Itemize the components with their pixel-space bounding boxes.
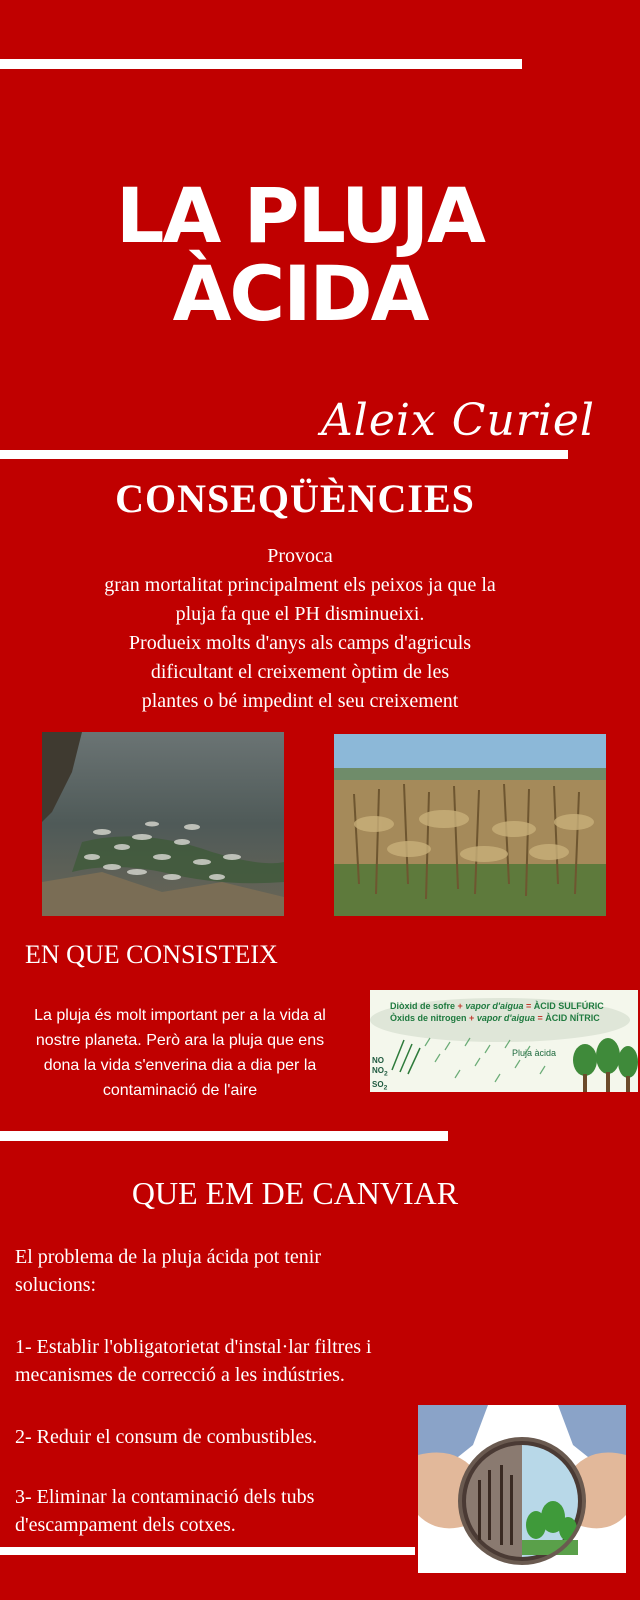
- diagram-formula-sulfuric: [390, 1000, 604, 1012]
- diagram-text: vapor d'aigua: [465, 1001, 524, 1011]
- acid-rain-diagram: [370, 990, 638, 1092]
- section-heading-change: QUE EM DE CANVIAR: [131, 1175, 459, 1211]
- consequences-line: gran mortalitat principalment els peixos ja que la: [104, 574, 496, 596]
- solutions-line: solucions:: [15, 1274, 97, 1296]
- gas-subscript: 2: [384, 1070, 388, 1078]
- consequences-line: dificultant el creixement òptim de les: [150, 661, 450, 683]
- diagram-text: Diòxid de sofre: [390, 1001, 456, 1011]
- page-title-line2: ÀCIDA: [172, 249, 428, 338]
- divider-author: [0, 450, 568, 459]
- diagram-text: ÀCID SULFÚRIC: [533, 1001, 604, 1011]
- diagram-formulas: [390, 1000, 604, 1024]
- consequences-line: plantes o bé impedint el seu creixement: [141, 690, 459, 712]
- page-title-line1: LA PLUJA: [116, 171, 484, 260]
- divider-bottom: [0, 1547, 415, 1555]
- divider-top: [0, 59, 522, 69]
- gas-so2: [372, 1080, 388, 1092]
- consequences-line: pluja fa que el PH disminueixi.: [175, 603, 425, 625]
- consists-line: nostre planeta. Però ara la pluja que ens: [35, 1032, 325, 1049]
- solution-1: [15, 1333, 515, 1389]
- dead-fish-photo: [42, 732, 284, 916]
- gas-no: [372, 1056, 388, 1066]
- diagram-text: Òxids de nitrogen: [390, 1013, 467, 1023]
- section-heading-consists: EN QUE CONSISTEIX: [25, 940, 278, 969]
- solution-3: [15, 1483, 415, 1539]
- solutions-line: 3- Eliminar la contaminació dels tubs: [15, 1486, 315, 1508]
- gas-no2: [372, 1066, 388, 1080]
- consists-line: contaminació de l'aire: [102, 1082, 258, 1099]
- solutions-line: mecanismes de correcció a les indústries.: [15, 1364, 345, 1386]
- consequences-text: [40, 542, 560, 716]
- gas-label: NO: [372, 1066, 384, 1075]
- solution-2: 2- Reduir el consum de combustibles.: [15, 1426, 318, 1448]
- consists-text: [0, 1003, 360, 1103]
- consists-line: dona la vida s'enverina dia a dia per la: [43, 1057, 317, 1074]
- diagram-equals: =: [537, 1013, 543, 1023]
- diagram-plus: +: [457, 1001, 463, 1011]
- consequences-line: Produeix molts d'anys als camps d'agriculs: [128, 632, 472, 654]
- consequences-line: Provoca: [267, 545, 333, 567]
- solutions-line: d'escampament dels cotxes.: [15, 1514, 236, 1536]
- dry-cornfield-photo: [334, 734, 606, 916]
- gas-label: SO: [372, 1079, 384, 1089]
- diagram-text: vapor d'aigua: [476, 1013, 535, 1023]
- diagram-equals: =: [525, 1001, 532, 1011]
- solutions-intro: [15, 1243, 515, 1299]
- solutions-line: El problema de la pluja ácida pot tenir: [15, 1246, 321, 1268]
- gas-label: NO: [372, 1056, 384, 1065]
- section-heading-consequences: CONSEQÜÈNCIES: [115, 476, 475, 521]
- diagram-formula-nitric: [390, 1012, 604, 1024]
- divider-middle: [0, 1131, 448, 1141]
- diagram-plus: +: [469, 1013, 475, 1023]
- consists-line: La pluja és molt important per a la vida al: [34, 1007, 326, 1024]
- hands-globe-image: [418, 1405, 626, 1573]
- diagram-rain-label: Pluja àcida: [512, 1048, 557, 1058]
- solutions-line: 1- Establir l'obligatorietat d'instal·lar filtres i: [15, 1336, 372, 1358]
- diagram-gases: [372, 1056, 388, 1092]
- author-name: Aleix Curiel: [321, 395, 595, 446]
- diagram-text: ÀCID NÍTRIC: [545, 1013, 600, 1023]
- gas-subscript: 2: [383, 1084, 388, 1092]
